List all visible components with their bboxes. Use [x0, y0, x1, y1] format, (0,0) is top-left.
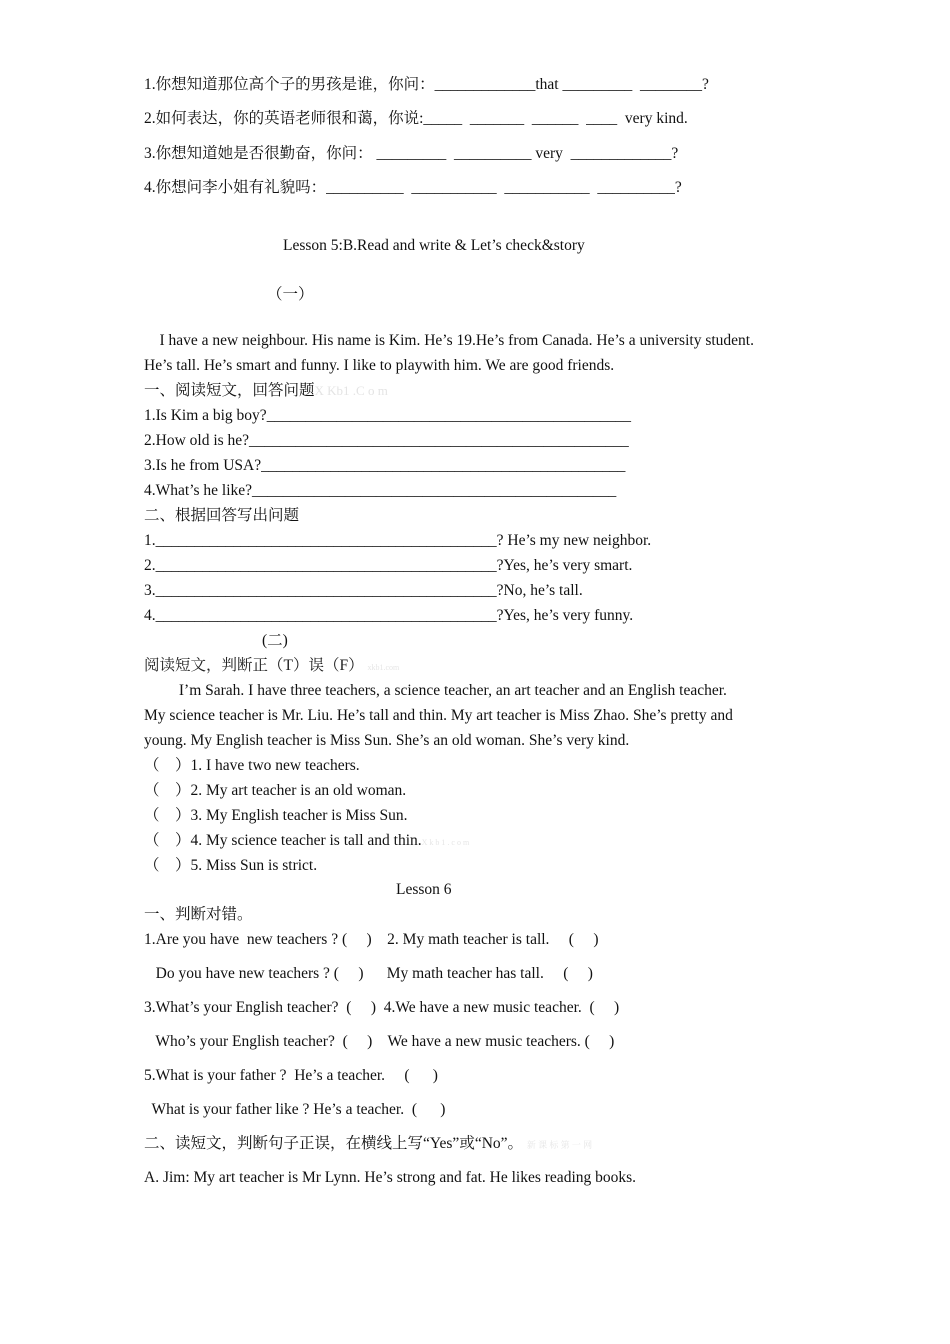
lesson6-heading-judge: 一、判断对错。	[144, 906, 253, 923]
lesson5-title: Lesson 5:B.Read and write & Let’s check&story	[283, 237, 585, 254]
answer-question-1: 1.Is Kim a big boy?_______________________________________________	[144, 407, 631, 424]
tf-item-text: （ ）4. My science teacher is tall and thin.	[144, 832, 422, 849]
write-question-1: 1.____________________________________________? He’s my new neighbor.	[144, 532, 652, 549]
judge-row-4: Who’s your English teacher? ( ) We have a new music teachers. ( )	[144, 1033, 615, 1050]
heading-text: 二、读短文，判断句子正误，在横线上写“Yes”或“No”。	[144, 1135, 524, 1152]
watermark: 新 课 标 第 一 网	[526, 1140, 593, 1150]
judge-row-3: 3.What’s your English teacher? ( ) 4.We have a new music teacher. ( )	[144, 999, 620, 1016]
lesson6-heading-read	[144, 1134, 592, 1155]
section-heading-tf	[144, 656, 399, 678]
judge-row-1: 1.Are you have new teachers ? ( ) 2. My math teacher is tall. ( )	[144, 931, 599, 948]
tf-item-5: （ ）5. Miss Sun is strict.	[144, 857, 318, 874]
answer-question-2: 2.How old is he?_________________________________________________	[144, 432, 629, 449]
section-heading-write: 二、根据回答写出问题	[144, 507, 300, 524]
heading-text: 阅读短文，判断正（T）误（F）	[144, 657, 364, 674]
part-two-label: (二)	[262, 632, 288, 649]
judge-row-6: What is your father like ? He’s a teacher. ( )	[144, 1101, 446, 1118]
heading-text: 一、阅读短文，回答问题	[144, 382, 315, 399]
answer-question-4: 4.What’s he like?_______________________________________________	[144, 482, 617, 499]
watermark: X k b 1 . c o m	[421, 838, 470, 847]
passage2-line3: young. My English teacher is Miss Sun. She’s an old woman. She’s very kind.	[144, 732, 630, 749]
part-one-label: （一）	[267, 286, 314, 303]
section-heading-answer	[144, 381, 388, 401]
passage2-line1: I’m Sarah. I have three teachers, a science teacher, an art teacher and an English teacher.	[144, 682, 727, 699]
tf-item-3: （ ）3. My English teacher is Miss Sun.	[144, 807, 408, 824]
write-question-4: 4.____________________________________________?Yes, he’s very funny.	[144, 607, 634, 624]
write-question-3: 3.____________________________________________?No, he’s tall.	[144, 582, 583, 599]
write-question-2: 2.____________________________________________?Yes, he’s very smart.	[144, 557, 633, 574]
question-1: 1.你想知道那位高个子的男孩是谁，你问：_____________that _________ ________?	[144, 76, 709, 93]
tf-item-1: （ ）1. I have two new teachers.	[144, 757, 360, 774]
question-2: 2.如何表达，你的英语老师很和蔼，你说:_____ _______ ______ ____ very kind.	[144, 110, 688, 127]
answer-question-3: 3.Is he from USA?_______________________________________________	[144, 457, 626, 474]
lesson6-title: Lesson 6	[396, 881, 452, 898]
watermark: X Kb1 .C o m	[314, 383, 388, 398]
passage-a: A. Jim: My art teacher is Mr Lynn. He’s strong and fat. He likes reading books.	[144, 1169, 637, 1186]
judge-row-2: Do you have new teachers ? ( ) My math teacher has tall. ( )	[144, 965, 593, 982]
passage1-line2: He’s tall. He’s smart and funny. I like to playwith him. We are good friends.	[144, 357, 615, 374]
judge-row-5: 5.What is your father ? He’s a teacher. ( )	[144, 1067, 438, 1084]
question-3: 3.你想知道她是否很勤奋，你问： _________ __________ very _____________?	[144, 145, 679, 162]
passage1-line1: I have a new neighbour. His name is Kim. He’s 19.He’s from Canada. He’s a university student.	[144, 332, 754, 349]
passage2-line2: My science teacher is Mr. Liu. He’s tall and thin. My art teacher is Miss Zhao. She’s pretty and	[144, 707, 733, 724]
watermark: xkb1.com	[367, 663, 400, 672]
tf-item-4	[144, 831, 469, 853]
question-4: 4.你想问李小姐有礼貌吗：__________ ___________ ___________ __________?	[144, 179, 682, 196]
tf-item-2: （ ）2. My art teacher is an old woman.	[144, 782, 407, 799]
